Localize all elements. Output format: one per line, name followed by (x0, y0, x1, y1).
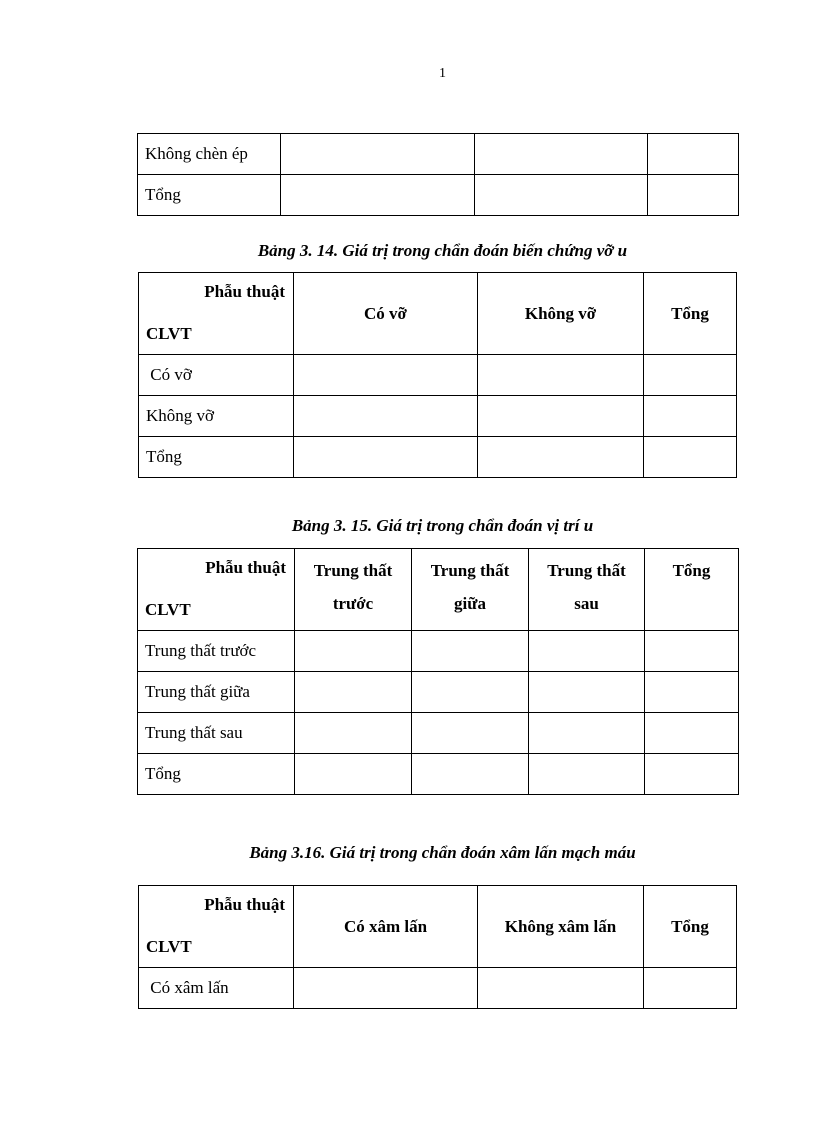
row-label: Không chèn ép (138, 134, 281, 175)
row-label: Tổng (138, 754, 295, 795)
table-row (138, 134, 739, 175)
corner-header (139, 886, 294, 968)
table-row (138, 672, 739, 713)
corner-bottom: CLVT (146, 324, 192, 343)
column-header: Trung thất giữa (412, 549, 529, 631)
column-header: Tổng (644, 273, 737, 355)
table-continued (137, 133, 739, 216)
column-header: Trung thất trước (295, 549, 412, 631)
table-row (138, 713, 739, 754)
row-label: Tổng (138, 175, 281, 216)
column-header: Có vỡ (294, 273, 478, 355)
column-header: Tổng (645, 549, 739, 631)
table-3-15 (137, 548, 739, 795)
row-label: Trung thất giữa (138, 672, 295, 713)
corner-top: Phẫu thuật (204, 282, 285, 301)
page-number: 1 (439, 66, 446, 81)
corner-top: Phẫu thuật (205, 558, 286, 577)
corner-header (139, 273, 294, 355)
column-header: Có xâm lấn (294, 886, 478, 968)
table-header-row (139, 886, 737, 968)
table-row (139, 968, 737, 1009)
column-header: Trung thất sau (529, 549, 645, 631)
corner-top: Phẫu thuật (204, 895, 285, 914)
table-3-16 (138, 885, 737, 1009)
table-3-14-caption: Bảng 3. 14. Giá trị trong chẩn đoán biến chứng vỡ u (257, 241, 628, 260)
table-3-15-caption: Bảng 3. 15. Giá trị trong chẩn đoán vị trí u (291, 516, 594, 535)
table-row (139, 437, 737, 478)
corner-header (138, 549, 295, 631)
table-row (139, 355, 737, 396)
row-label: Có xâm lấn (139, 968, 294, 1009)
table-header-row (139, 273, 737, 355)
table-row (138, 754, 739, 795)
table-3-16-caption: Bảng 3.16. Giá trị trong chẩn đoán xâm lấn mạch máu (249, 843, 636, 862)
table-row (138, 175, 739, 216)
corner-bottom: CLVT (145, 600, 191, 619)
table-3-14 (138, 272, 737, 478)
row-label: Trung thất sau (138, 713, 295, 754)
row-label: Có vỡ (139, 355, 294, 396)
row-label: Không vỡ (139, 396, 294, 437)
column-header: Không xâm lấn (478, 886, 644, 968)
corner-bottom: CLVT (146, 937, 192, 956)
row-label: Trung thất trước (138, 631, 295, 672)
column-header: Tổng (644, 886, 737, 968)
row-label: Tổng (139, 437, 294, 478)
column-header: Không vỡ (478, 273, 644, 355)
table-row (138, 631, 739, 672)
table-header-row (138, 549, 739, 631)
table-row (139, 396, 737, 437)
